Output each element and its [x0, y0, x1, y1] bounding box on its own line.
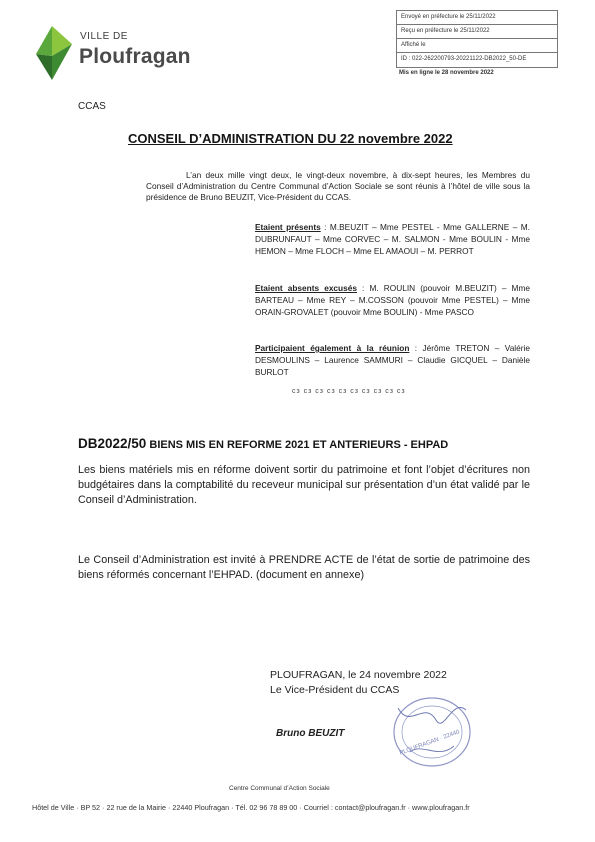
ccas-label: CCAS: [78, 101, 106, 112]
excuses-label: Etaient absents excusés: [255, 283, 357, 293]
logo-ploufragan: Ploufragan: [79, 45, 191, 68]
document-title: CONSEIL D’ADMINISTRATION DU 22 novembre 2022: [128, 131, 453, 146]
excuses-text: : M. ROULIN (pouvoir M.BEUZIT) – Mme BARTEAU – Mme REY – M.COSSON (pouvoir Mme PESTEL) – Mme ORAIN-GROVALET (pouvoir Mme BOULIN) - Mme PASCO: [255, 283, 530, 317]
signer-role: Le Vice-Président du CCAS: [270, 684, 400, 696]
participants-block: [255, 342, 530, 378]
deliberation-code: DB2022/50: [78, 436, 147, 451]
intro-paragraph: L’an deux mille vingt deux, le vingt-deux novembre, à dix-sept heures, les Membres du Conseil d’Administration du Centre Communal d’Action Sociale se sont réunis à l’hôtel de ville sous la présidence de Bruno BEUZIT, Vice-Président du CCAS.: [146, 170, 530, 202]
logo-ville-de: VILLE DE: [80, 31, 128, 42]
deliberation-title: BIENS MIS EN REFORME 2021 ET ANTERIEURS - EHPAD: [146, 439, 449, 451]
stamp-envoye: Envoyé en préfecture le 25/11/2022: [397, 11, 557, 25]
presents-text: : M.BEUZIT – Mme PESTEL - Mme GALLERNE – M. DUBRUNFAUT – Mme CORVEC – M. SALMON - Mme BOULIN - Mme HEMON – Mme FLOCH – Mme EL AMAOUI – M. PERROT: [255, 222, 530, 256]
presents-block: [255, 221, 530, 257]
stamp-recu: Reçu en préfecture le 25/11/2022: [397, 25, 557, 39]
footer-ccas: Centre Communal d’Action Sociale: [229, 785, 330, 792]
place-date: PLOUFRAGAN, le 24 novembre 2022: [270, 669, 447, 681]
presents-label: Etaient présents: [255, 222, 321, 232]
deliberation-heading: [78, 436, 448, 451]
footer-address: Hôtel de Ville · BP 52 · 22 rue de la Mairie · 22440 Ploufragan · Tél. 02 96 78 89 00 · Courriel : contact@ploufragan.fr · www.ploufragan.fr: [32, 803, 470, 812]
online-date: Mis en ligne le 28 novembre 2022: [399, 70, 494, 76]
participants-text: : Jérôme TRETON – Valérie DESMOULINS – Laurence SAMMURI – Claudie GICQUEL – Danièle BURLOT: [255, 343, 530, 377]
excuses-block: [255, 282, 530, 318]
ville-logo: [34, 26, 224, 82]
signer-name: Bruno BEUZIT: [276, 728, 345, 739]
body-paragraph-2: Le Conseil d’Administration est invité à PRENDRE ACTE de l’état de sortie de patrimoine des biens réformés concernant l’EHPAD. (document en annexe): [78, 554, 530, 581]
body-paragraph-1: Les biens matériels mis en réforme doivent sortir du patrimoine et font l’objet d’écritures non budgétaires dans la comptabilité du receveur municipal sur présentation d’un état validé par le Conseil d’Administration.: [78, 464, 530, 506]
official-seal-stamp: [380, 690, 480, 780]
section-separator: ᴄᴈ ᴄᴈ ᴄᴈ ᴄᴈ ᴄᴈ ᴄᴈ ᴄᴈ ᴄᴈ ᴄᴈ ᴄᴈ: [292, 388, 406, 395]
seal-text: PLOUFRAGAN · 22440: [398, 729, 461, 757]
ploufragan-leaf-icon: [34, 26, 74, 82]
stamp-affiche: Affiché le: [397, 39, 557, 53]
prefecture-stamp: [396, 10, 558, 68]
stamp-id: ID : 022-262200793-20221122-DB2022_50-DE: [401, 56, 527, 62]
participants-label: Participaient également à la réunion: [255, 343, 410, 353]
